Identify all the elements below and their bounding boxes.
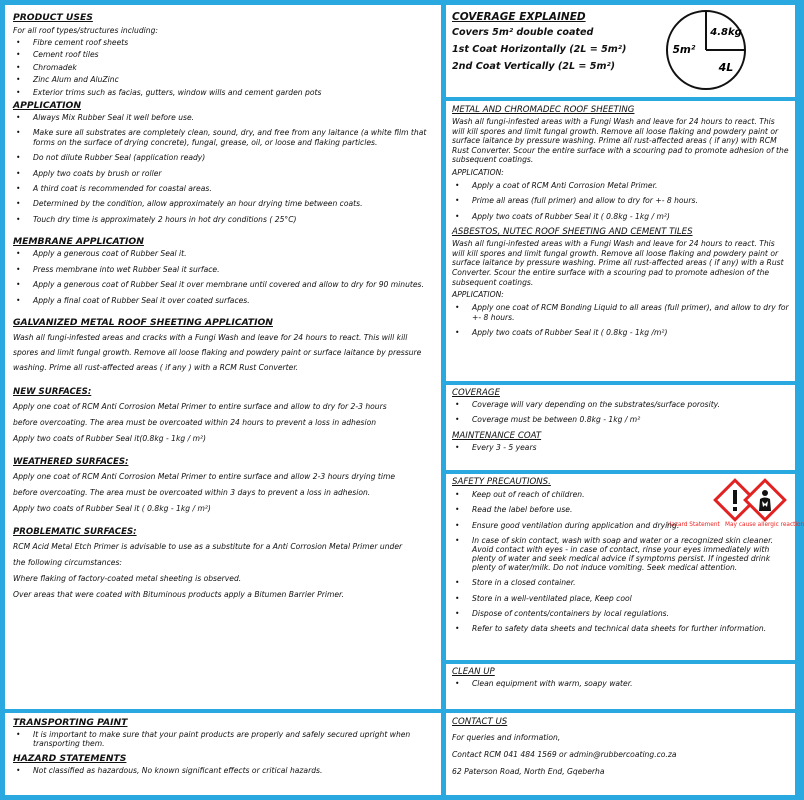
asbestos-heading: ASBESTOS, NUTEC ROOF SHEETING AND CEMENT TILES [452, 227, 693, 238]
contact-heading: CONTACT US [452, 717, 508, 727]
maintenance-heading: MAINTENANCE COAT [452, 430, 542, 441]
weathered-line: Apply one coat of RCM Anti Corrosion Metal Primer to entire surface and allow 2-3 hours drying time [13, 471, 396, 481]
coverage-list [452, 400, 789, 425]
metal-asbestos-panel [446, 101, 795, 381]
maintenance-list [452, 443, 789, 452]
new-surfaces-line: Apply one coat of RCM Anti Corrosion Metal Primer to entire surface and allow to dry for 2-3 hours [13, 401, 387, 411]
circle-weight-label: 4.8kg [710, 27, 742, 38]
list-item: • Press membrane into wet Rubber Seal it surface. [13, 265, 433, 274]
list-item: • Touch dry time is approximately 2 hours in hot dry conditions ( 25°C) [13, 215, 433, 224]
coverage-circle-icon [665, 9, 747, 91]
metal-application-label: APPLICATION: [452, 167, 504, 177]
coverage-explained-panel [446, 5, 795, 97]
list-item: • Apply two coats of Rubber Seal it ( 0.8kg - 1kg / m²) [452, 212, 789, 221]
hazard-statements-list [13, 766, 433, 775]
coverage-line-2: 1st Coat Horizontally (2L = 5m²) [452, 44, 627, 55]
circle-volume-label: 4L [718, 61, 734, 74]
problematic-line: RCM Acid Metal Etch Primer is advisable to use as a substitute for a Anti Corrosion Metal Primer under [13, 541, 403, 551]
circle-area-label: 5m² [672, 44, 696, 56]
hazard-statements-heading: HAZARD STATEMENTS [13, 752, 127, 764]
hazard-statement-caption: Hazard Statement [667, 522, 720, 528]
coverage-line-1: Covers 5m² double coated [452, 27, 594, 38]
product-uses-heading: PRODUCT USES [13, 12, 93, 23]
product-uses-list [13, 38, 433, 97]
cleanup-list [452, 679, 789, 688]
asbestos-body: Wash all fungi-infested areas with a Fungi Wash and leave for 24 hours to react. This will kill spores and limit fungal growth. Remove all loose flaking and powdery paint or surface laitance by pressure washing. Prime all rust-affected areas ( if any) with a Rust Converter. Scour the entire surface with a scouring pad to promote adhesion of the subsequent coatings. [452, 239, 784, 287]
contact-line-1: For queries and information, [452, 733, 561, 742]
list-item: • Coverage will vary depending on the substrates/surface porosity. [452, 400, 789, 409]
list-item: • Do not dilute Rubber Seal (application ready) [13, 153, 433, 162]
list-item: • It is important to make sure that your paint products are properly and safely secured upright when transporting them. [13, 730, 433, 749]
new-surfaces-line: Apply two coats of Rubber Seal it(0.8kg - 1kg / m²) [13, 433, 207, 443]
galvanized-body: Wash all fungi-infested areas and cracks with a Fungi Wash and leave for 24 hours to react. This will kill spores and limit fungal growth. Remove all loose flaking and powdery paint or surface laitance by pressure washing. Prime all rust-affected areas ( if any ) with a RCM Rust Converter. [13, 332, 422, 372]
coverage-explained-heading: COVERAGE EXPLAINED [452, 11, 586, 23]
list-item: • Chromadek [13, 63, 433, 72]
list-item: • Make sure all substrates are completely clean, sound, dry, and free from any laitance (a white film that forms on the surface of drying concrete), fungal, grease, oil, or loose and flaking particles. [13, 128, 433, 147]
cleanup-panel [446, 664, 795, 709]
new-surfaces-heading: NEW SURFACES: [13, 386, 92, 397]
problematic-line: the following circumstances: [13, 557, 122, 567]
list-item: • Read the label before use. [452, 505, 789, 514]
list-item: • Ensure good ventilation during application and drying. [452, 521, 789, 530]
application-list [13, 113, 433, 224]
contact-line-2[interactable]: Contact RCM 041 484 1569 or admin@rubbercoating.co.za [452, 750, 677, 759]
list-item: • A third coat is recommended for coastal areas. [13, 184, 433, 193]
transport-heading: TRANSPORTING PAINT [13, 717, 128, 728]
metal-heading: METAL AND CHROMADEC ROOF SHEETING [452, 105, 635, 115]
problematic-surfaces-heading: PROBLEMATIC SURFACES: [13, 526, 137, 537]
list-item: • Apply two coats by brush or roller [13, 169, 433, 178]
weathered-line: before overcoating. The area must be overcoated within 3 days to prevent a loss in adhesion. [13, 487, 371, 497]
membrane-heading: MEMBRANE APPLICATION [13, 236, 144, 248]
list-item: • Store in a closed container. [452, 578, 789, 587]
safety-heading: SAFETY PRECAUTIONS. [452, 477, 551, 487]
safety-list [452, 490, 789, 634]
list-item: • Prime all areas (full primer) and allow to dry for +- 8 hours. [452, 196, 789, 205]
list-item: • Refer to safety data sheets and technical data sheets for further information. [452, 624, 789, 633]
list-item: • Not classified as hazardous, No known significant effects or critical hazards. [13, 766, 433, 775]
problematic-line: Over areas that were coated with Bituminous products apply a Bitumen Barrier Primer. [13, 589, 344, 599]
list-item: • Apply a coat of RCM Anti Corrosion Metal Primer. [452, 181, 789, 190]
metal-list [452, 181, 789, 221]
list-item: • Exterior trims such as facias, gutters, window wills and cement garden pots [13, 88, 433, 97]
application-heading: APPLICATION [13, 100, 82, 112]
membrane-list [13, 249, 433, 305]
coverage-panel [446, 385, 795, 470]
left-main-panel [5, 5, 441, 709]
list-item: • Apply a final coat of Rubber Seal it over coated surfaces. [13, 296, 433, 305]
list-item: • Dispose of contents/containers by local regulations. [452, 609, 789, 618]
new-surfaces-line: before overcoating. The area must be overcoated within 24 hours to prevent a loss in adhesion [13, 417, 377, 427]
metal-body: Wash all fungi-infested areas with a Fungi Wash and leave for 24 hours to react. This will kill spores and limit fungal growth. Remove all loose flaking and powdery paint or surface laitance by pressure washing. Prime all rust-affected areas ( if any) with RCM Rust Converter. Scour the entire surface with a scouring pad to promote adhesion of the subsequent coatings. [452, 117, 789, 165]
list-item: • Coverage must be between 0.8kg - 1kg / m² [452, 415, 789, 424]
contact-line-3: 62 Paterson Road, North End, Gqeberha [452, 767, 605, 776]
list-item: • Store in a well-ventilated place, Keep cool [452, 594, 789, 603]
list-item: • Apply one coat of RCM Bonding Liquid to all areas (full primer), and allow to dry for +- 8 hours. [452, 303, 789, 322]
asbestos-list [452, 303, 789, 337]
list-item: • Fibre cement roof sheets [13, 38, 433, 47]
list-item: • Clean equipment with warm, soapy water. [452, 679, 789, 688]
transport-panel [5, 713, 441, 795]
list-item: • Apply a generous coat of Rubber Seal it over membrane until covered and allow to dry for 90 minutes. [13, 280, 433, 289]
coverage-heading: COVERAGE [452, 388, 501, 398]
list-item: • Apply a generous coat of Rubber Seal it. [13, 249, 433, 258]
problematic-line: Where flaking of factory-coated metal sheeting is observed. [13, 573, 242, 583]
weathered-line: Apply two coats of Rubber Seal it ( 0.8kg - 1kg / m²) [13, 503, 211, 513]
cleanup-heading: CLEAN UP [452, 667, 495, 677]
safety-panel [446, 474, 804, 660]
transport-list [13, 730, 433, 749]
asbestos-application-label: APPLICATION: [452, 290, 504, 300]
coverage-line-3: 2nd Coat Vertically (2L = 5m²) [452, 61, 616, 72]
list-item: • Apply two coats of Rubber Seal it ( 0.8kg - 1kg /m²) [452, 328, 789, 337]
list-item: • Always Mix Rubber Seal it well before use. [13, 113, 433, 122]
list-item: • Cement roof tiles [13, 50, 433, 59]
weathered-surfaces-heading: WEATHERED SURFACES: [13, 456, 129, 467]
list-item: • In case of skin contact, wash with soap and water or a recognized skin cleaner. Avoid contact with eyes - in case of contact, rinse your eyes immediately with plenty of water and seek medical advice if symptoms persist. If ingested drink plenty of water/milk. Do not induce vomiting. Seek medical attention. [452, 536, 789, 572]
list-item: • Zinc Alum and AluZinc [13, 75, 433, 84]
list-item: • Determined by the condition, allow approximately an hour drying time between coats. [13, 199, 433, 208]
list-item: • Every 3 - 5 years [452, 443, 789, 452]
contact-panel [446, 713, 795, 795]
list-item: • Keep out of reach of children. [452, 490, 789, 499]
product-uses-intro: For all roof types/structures including: [13, 26, 158, 35]
galvanized-heading: GALVANIZED METAL ROOF SHEETING APPLICATION [13, 316, 273, 328]
allergic-reaction-caption: May cause allergic reaction [725, 522, 804, 528]
